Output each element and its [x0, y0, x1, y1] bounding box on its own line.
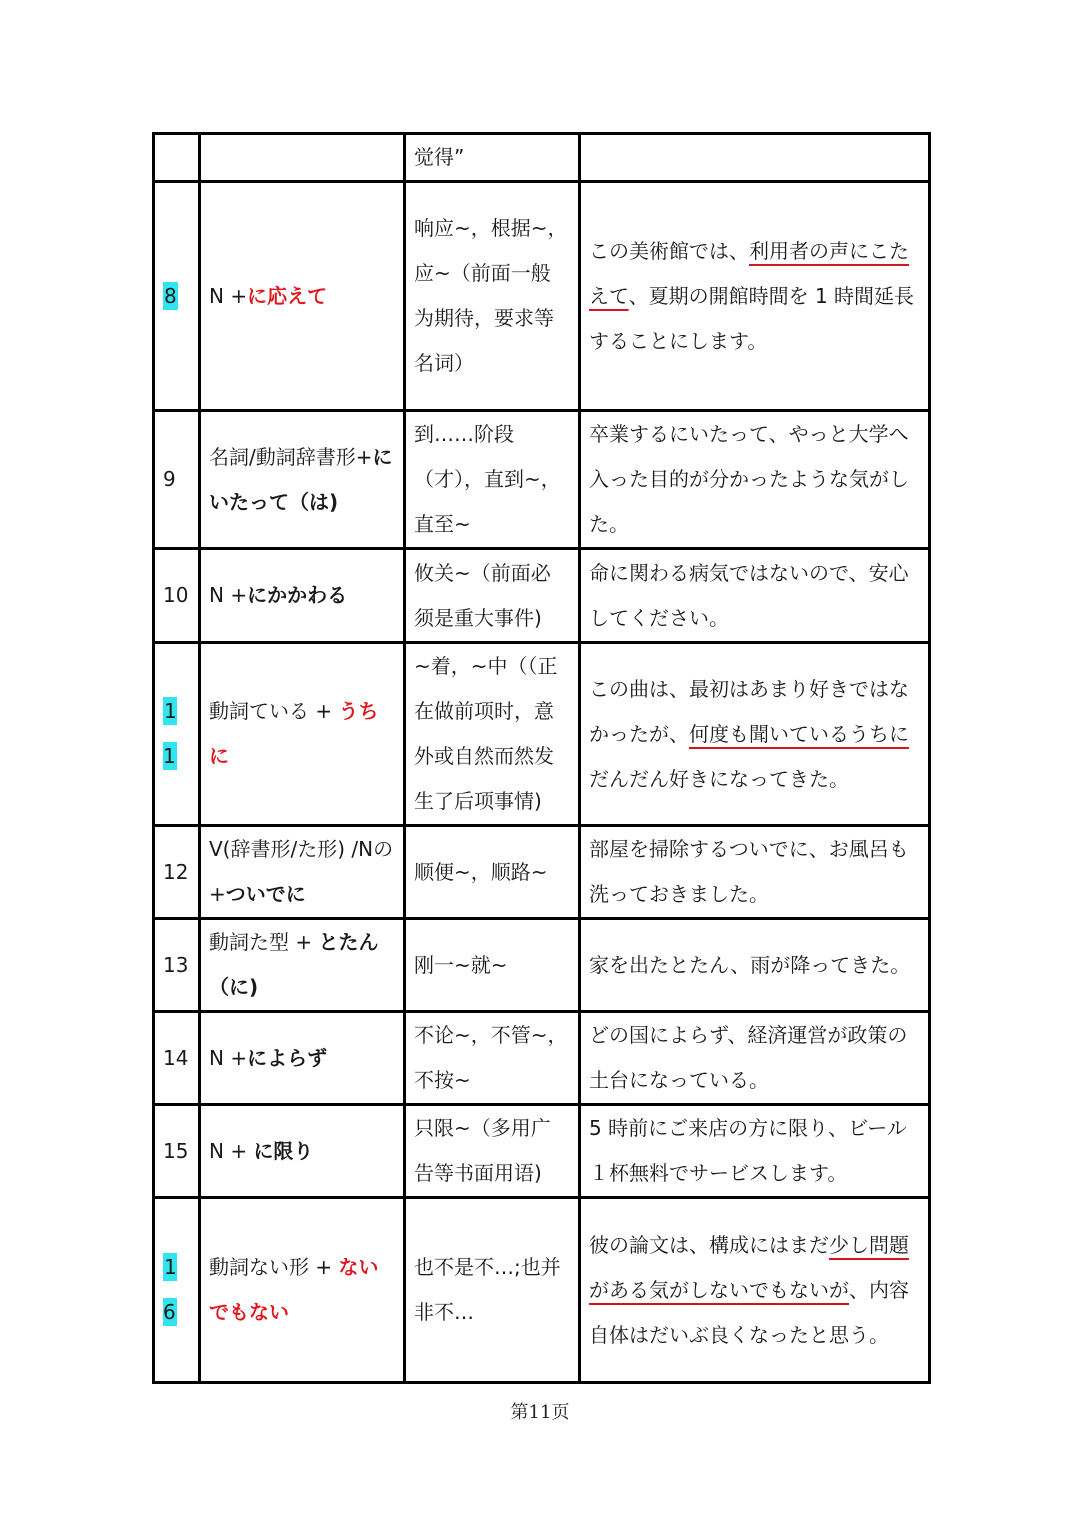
- table-row: [154, 1105, 930, 1198]
- pattern-prefix: 動詞ない形 +: [209, 1255, 339, 1279]
- example-text: この美術館では、: [589, 238, 749, 263]
- row-number: [154, 182, 200, 411]
- example-cell: 5 時前にご来店の方に限り、ビール１杯無料でサービスします。: [580, 1105, 930, 1198]
- grammar-pattern: [200, 134, 405, 182]
- row-number: [154, 134, 200, 182]
- grammar-pattern: [200, 919, 405, 1012]
- example-text: 彼の論文は、構成にはまだ: [589, 1232, 829, 1257]
- pattern-keyword: とたん（に): [209, 930, 379, 999]
- row-number: 12: [154, 826, 200, 919]
- example-cell: [580, 643, 930, 826]
- pattern-keyword: ないでもない: [209, 1255, 379, 1324]
- pattern-keyword: うちに: [209, 699, 379, 768]
- example-cell: [580, 182, 930, 411]
- row-number: [154, 1198, 200, 1383]
- row-number-highlight: 8: [164, 283, 177, 308]
- row-number: 13: [154, 919, 200, 1012]
- pattern-keyword: に応えて: [247, 283, 328, 308]
- pattern-prefix: 名詞/動詞辞書形+: [209, 444, 373, 469]
- example-text: この曲は、最初はあまり好きではなかったが、: [589, 676, 909, 746]
- grammar-pattern: [200, 549, 405, 643]
- table-row: [154, 643, 930, 826]
- pattern-prefix: V(辞書形/た形) /Nの+: [209, 837, 394, 906]
- grammar-pattern: [200, 182, 405, 411]
- row-number-highlight: 11: [163, 699, 177, 768]
- table-row: [154, 549, 930, 643]
- table-row: [154, 1012, 930, 1105]
- example-underlined: 何度も聞いているうちに: [689, 721, 909, 746]
- example-text: 、内容自体はだいぶ良くなったと思う。: [589, 1277, 909, 1347]
- row-number: 14: [154, 1012, 200, 1105]
- table-row: [154, 134, 930, 182]
- row-number: 15: [154, 1105, 200, 1198]
- grammar-table: [152, 132, 931, 1384]
- meaning-cell: 刚一~就~: [405, 919, 580, 1012]
- example-cell: [580, 134, 930, 182]
- row-number-highlight: 16: [163, 1255, 177, 1324]
- pattern-prefix: N +: [209, 583, 248, 607]
- row-number: [154, 643, 200, 826]
- table-row: [154, 411, 930, 549]
- pattern-prefix: 動詞ている +: [209, 699, 339, 723]
- row-number: 10: [154, 549, 200, 643]
- grammar-pattern: [200, 1012, 405, 1105]
- example-cell: 家を出たとたん、雨が降ってきた。: [580, 919, 930, 1012]
- page-number: 第11页: [510, 1402, 570, 1423]
- example-cell: 卒業するにいたって、やっと大学へ入った目的が分かったような気がした。: [580, 411, 930, 549]
- grammar-pattern: [200, 1198, 405, 1383]
- meaning-cell: 只限~（多用广告等书面用语): [405, 1105, 580, 1198]
- grammar-pattern: [200, 643, 405, 826]
- example-cell: どの国によらず、経済運営が政策の土台になっている。: [580, 1012, 930, 1105]
- table-row: [154, 182, 930, 411]
- meaning-cell: 攸关~（前面必须是重大事件): [405, 549, 580, 643]
- example-cell: 部屋を掃除するついでに、お風呂も洗っておきました。: [580, 826, 930, 919]
- meaning-cell: 觉得”: [405, 134, 580, 182]
- pattern-prefix: 動詞た型 +: [209, 930, 319, 954]
- meaning-cell: 也不是不…;也并非不…: [405, 1198, 580, 1383]
- grammar-pattern: [200, 1105, 405, 1198]
- pattern-keyword: ついでに: [225, 882, 306, 906]
- example-underlined: 少し問題がある気がしないでもないが: [589, 1232, 909, 1302]
- grammar-pattern: [200, 826, 405, 919]
- table-row: [154, 826, 930, 919]
- example-cell: [580, 1198, 930, 1383]
- pattern-keyword: に限り: [253, 1138, 314, 1163]
- meaning-cell: 响应~，根据~，应~（前面一般为期待，要求等名词）: [405, 182, 580, 411]
- pattern-prefix: N +: [209, 1045, 248, 1070]
- pattern-keyword: にいたって（は): [209, 444, 393, 514]
- meaning-cell: 顺便~，顺路~: [405, 826, 580, 919]
- pattern-keyword: にかかわる: [247, 583, 348, 607]
- pattern-keyword: によらず: [247, 1045, 328, 1070]
- example-text: 、夏期の開館時間を 1 時間延長することにします。: [589, 283, 915, 353]
- row-number: 9: [154, 411, 200, 549]
- meaning-cell: 到……阶段（才），直到~，直至~: [405, 411, 580, 549]
- meaning-cell: ~着，~中（（正在做前项时，意外或自然而然发生了后项事情): [405, 643, 580, 826]
- grammar-pattern: [200, 411, 405, 549]
- example-cell: 命に関わる病気ではないので、安心してください。: [580, 549, 930, 643]
- pattern-prefix: N +: [209, 283, 248, 308]
- example-underlined: 利用者の声にこたえて: [589, 238, 909, 308]
- example-text: だんだん好きになってきた。: [589, 766, 849, 791]
- table-row: [154, 919, 930, 1012]
- meaning-cell: 不论~，不管~，不按~: [405, 1012, 580, 1105]
- pattern-prefix: N +: [209, 1138, 254, 1163]
- table-row: [154, 1198, 930, 1383]
